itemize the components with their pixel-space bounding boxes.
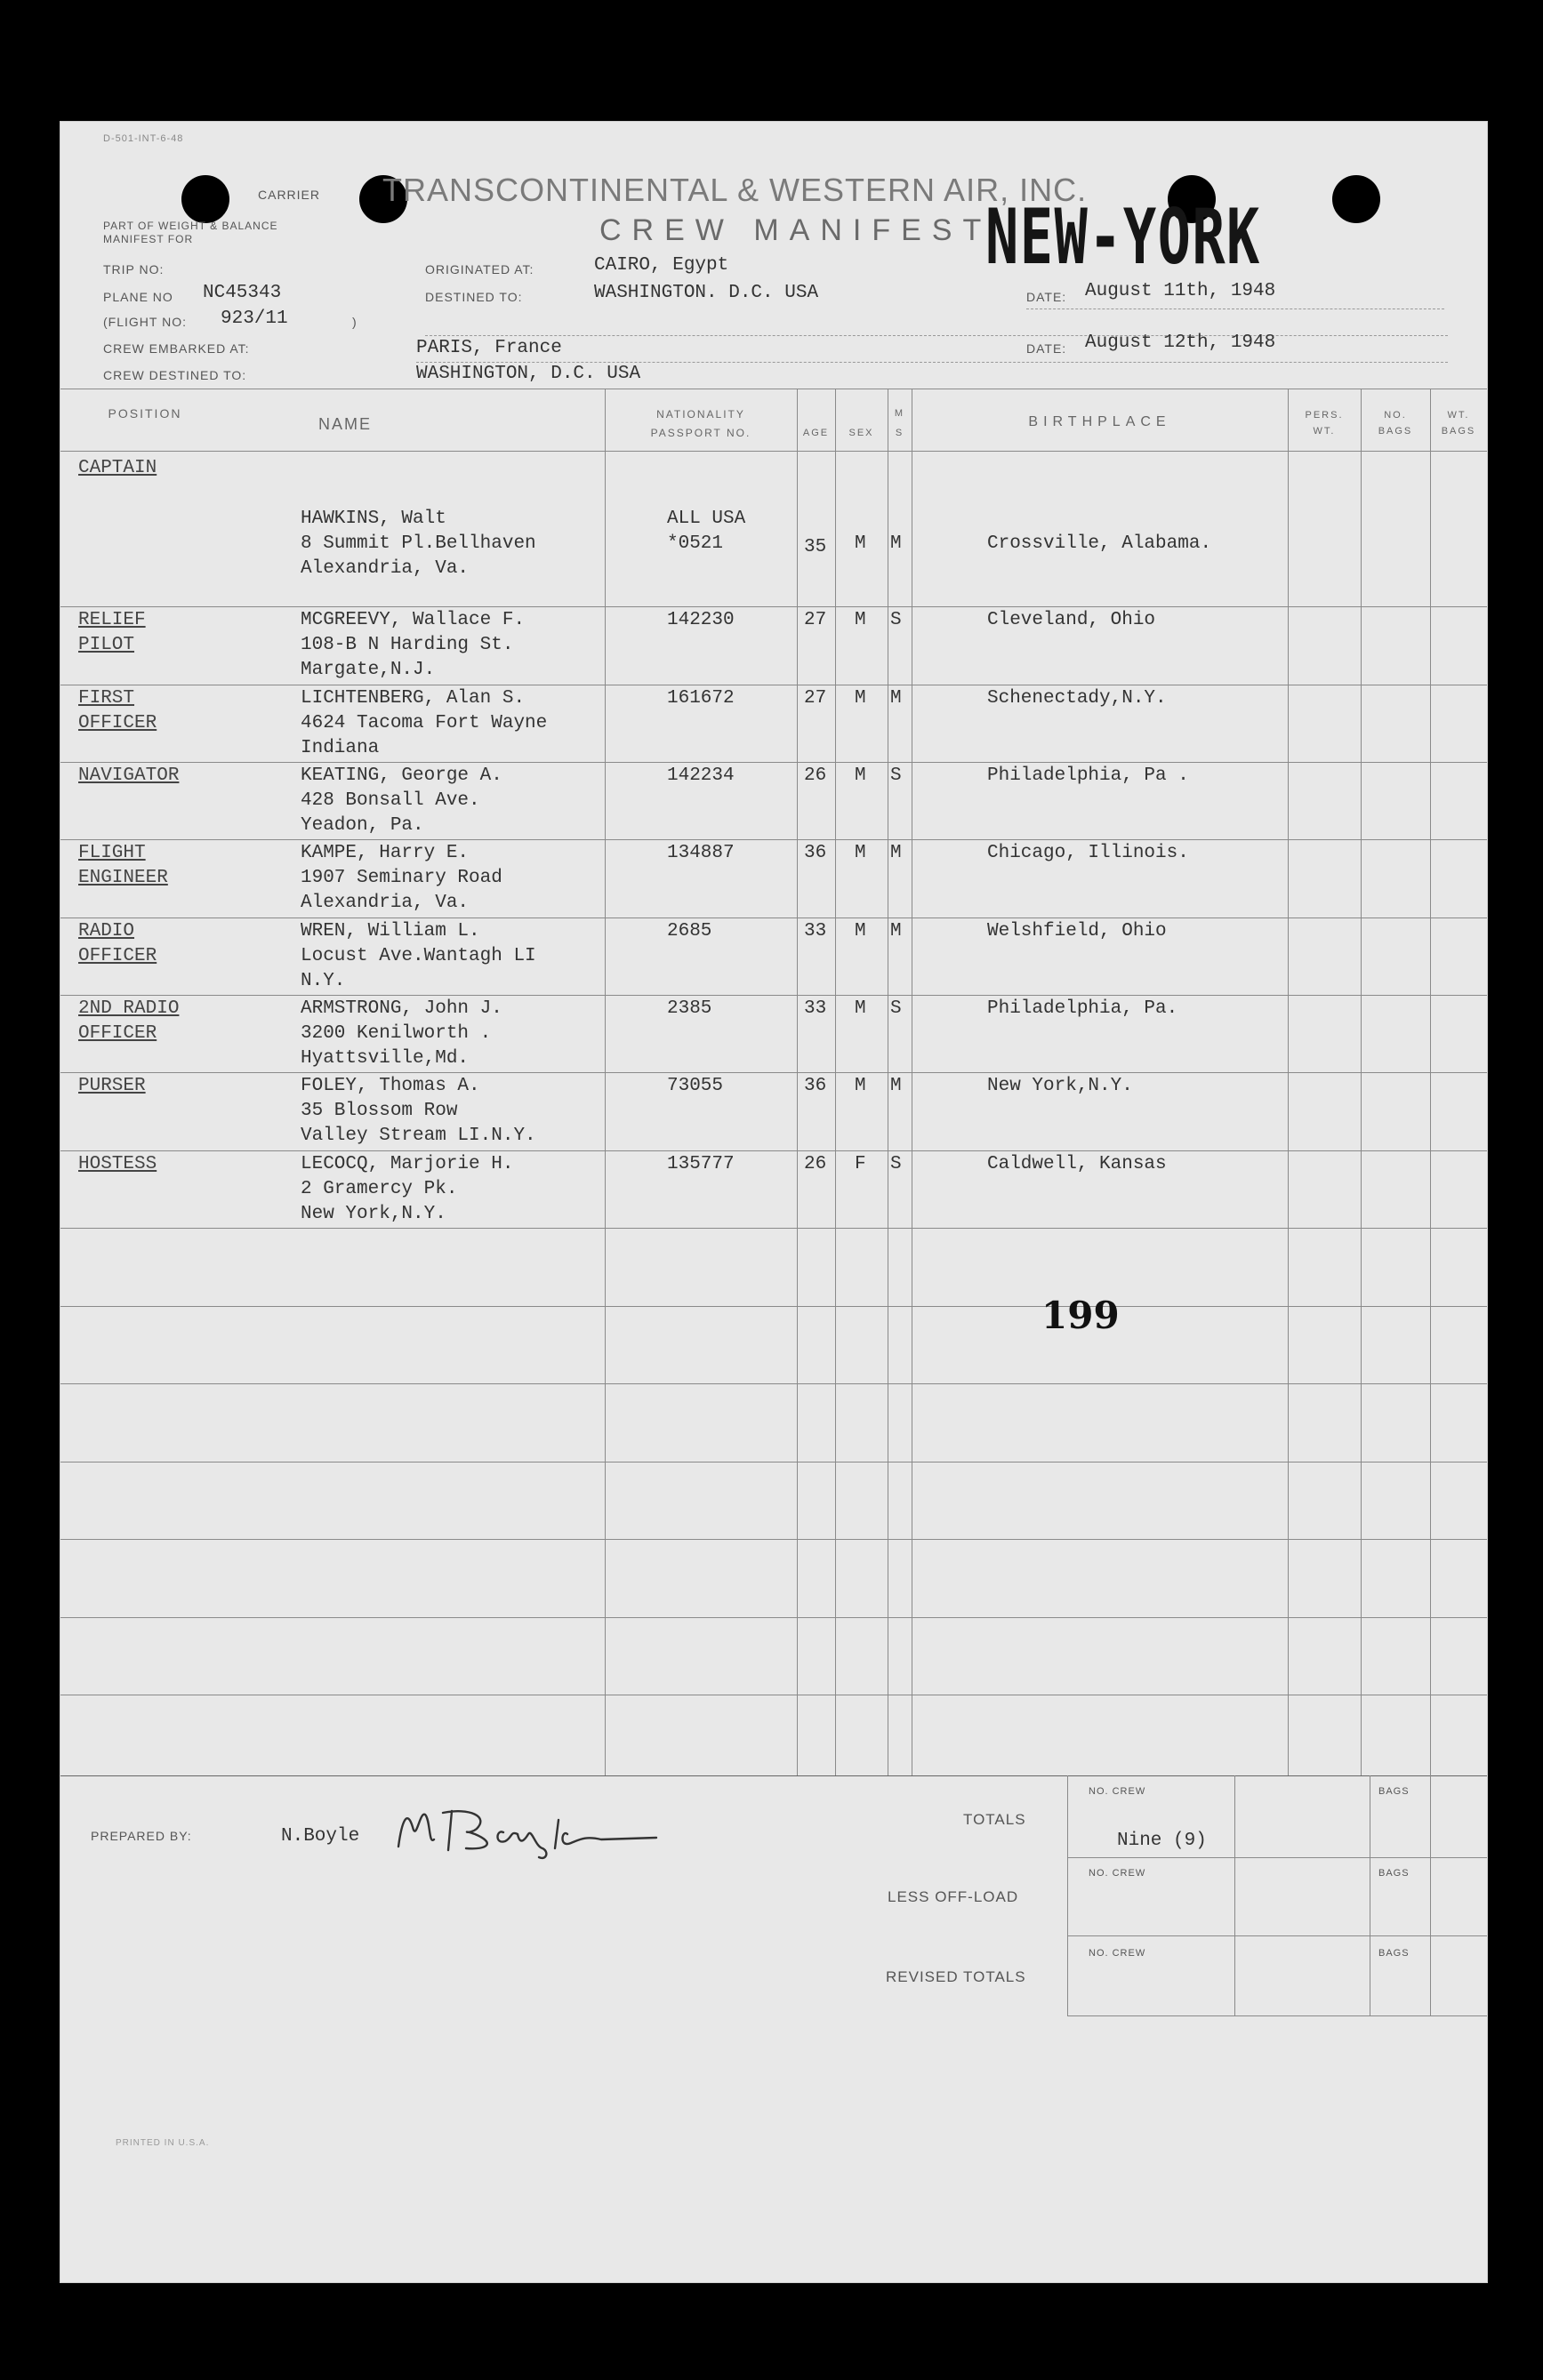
crew-birthplace: Philadelphia, Pa.	[987, 998, 1178, 1019]
crew-address: 1907 Seminary Road	[301, 868, 502, 888]
table-header-bottom	[60, 451, 1487, 452]
crew-ms: M	[890, 688, 902, 709]
flight-no-value: 923/11	[221, 309, 288, 329]
originated-at-value: CAIRO, Egypt	[594, 255, 729, 276]
row-line	[60, 839, 1487, 840]
crew-address: 428 Bonsall Ave.	[301, 790, 480, 811]
destined-to-label: DESTINED TO:	[425, 290, 523, 304]
crew-address: Alexandria, Va.	[301, 893, 470, 913]
crew-birthplace: Schenectady,N.Y.	[987, 688, 1167, 709]
crew-name: HAWKINS, Walt	[301, 509, 446, 529]
crew-address: Locust Ave.Wantagh LI	[301, 946, 536, 966]
revised-totals-label: REVISED TOTALS	[886, 1968, 1026, 1985]
row-line	[60, 1383, 1487, 1384]
crew-name: KEATING, George A.	[301, 765, 502, 786]
crew-age: 26	[804, 765, 827, 786]
crew-passport: 135777	[667, 1154, 735, 1174]
col-header-wt2: WT.	[1447, 410, 1470, 421]
crew-position: OFFICER	[78, 713, 157, 733]
crew-embarked-value: PARIS, France	[416, 338, 562, 358]
col-line	[797, 389, 798, 1775]
col-header-passport: PASSPORT NO.	[650, 427, 751, 439]
col-line	[1361, 389, 1362, 1775]
col-line	[835, 389, 836, 1775]
crew-age: 33	[804, 921, 827, 942]
col-header-sex: SEX	[848, 428, 874, 438]
totals-box-line	[1430, 1775, 1431, 2015]
col-line	[605, 389, 606, 1775]
crew-passport: 2685	[667, 921, 712, 942]
date-label: DATE:	[1026, 290, 1067, 304]
crew-position: ENGINEER	[78, 868, 168, 888]
crew-birthplace: Welshfield, Ohio	[987, 921, 1167, 942]
signature	[390, 1793, 692, 1864]
row-line	[60, 1539, 1487, 1540]
crew-sex: M	[855, 765, 866, 786]
manifest-sheet	[60, 122, 1487, 2282]
carrier-label: CARRIER	[258, 188, 321, 202]
col-line	[1430, 389, 1431, 1775]
crew-destined-value: WASHINGTON, D.C. USA	[416, 364, 641, 384]
no-crew-total: Nine (9)	[1117, 1831, 1207, 1851]
bags-label: BAGS	[1378, 1786, 1410, 1797]
crew-birthplace: Chicago, Illinois.	[987, 843, 1189, 863]
prepared-by-name: N.Boyle	[281, 1826, 360, 1847]
crew-position: FIRST	[78, 688, 135, 709]
page-number: 199	[1041, 1294, 1120, 1337]
plane-no-value: NC45343	[203, 283, 282, 303]
originated-at-label: ORIGINATED AT:	[425, 262, 534, 276]
form-title: CREW MANIFEST	[599, 213, 993, 247]
crew-name: ARMSTRONG, John J.	[301, 998, 502, 1019]
crew-sex: M	[855, 921, 866, 942]
crew-address: Yeadon, Pa.	[301, 815, 424, 836]
crew-sex: F	[855, 1154, 866, 1174]
crew-destined-label: CREW DESTINED TO:	[103, 368, 247, 382]
crew-sex: M	[855, 533, 866, 554]
crew-sex: M	[855, 610, 866, 630]
punch-hole	[181, 175, 229, 223]
crew-position: OFFICER	[78, 946, 157, 966]
crew-address: Margate,N.J.	[301, 660, 436, 680]
crew-name: MCGREEVY, Wallace F.	[301, 610, 526, 630]
col-header-name: NAME	[317, 415, 372, 433]
row-line	[60, 1072, 1487, 1073]
row-line	[60, 1306, 1487, 1307]
destined-to-value: WASHINGTON. D.C. USA	[594, 283, 819, 303]
crew-birthplace: Philadelphia, Pa .	[987, 765, 1189, 786]
printed-in-usa: PRINTED IN U.S.A.	[116, 2138, 210, 2148]
crew-passport: 73055	[667, 1076, 724, 1096]
col-header-bags2: BAGS	[1441, 426, 1476, 437]
crew-age: 27	[804, 688, 827, 709]
row-line	[60, 1617, 1487, 1618]
crew-passport: 142230	[667, 610, 735, 630]
crew-birthplace: Crossville, Alabama.	[987, 533, 1212, 554]
crew-sex: M	[855, 998, 866, 1019]
table-bottom	[60, 1775, 1487, 1776]
flight-no-close: )	[352, 315, 358, 329]
crew-address: N.Y.	[301, 971, 346, 991]
crew-address: 2 Gramercy Pk.	[301, 1179, 458, 1199]
crew-address: 35 Blossom Row	[301, 1101, 458, 1121]
part-of-label: PART OF WEIGHT & BALANCE	[103, 220, 278, 232]
crew-position: 2ND RADIO	[78, 998, 180, 1019]
crew-passport: 161672	[667, 688, 735, 709]
trip-no-label: TRIP NO:	[103, 262, 165, 276]
crew-birthplace: New York,N.Y.	[987, 1076, 1133, 1096]
crew-sex: M	[855, 843, 866, 863]
bags-label-2: BAGS	[1378, 1868, 1410, 1879]
no-crew-label-2: NO. CREW	[1089, 1868, 1146, 1879]
col-header-pers: PERS.	[1305, 410, 1344, 421]
crew-position: PILOT	[78, 635, 135, 655]
less-offload-label: LESS OFF-LOAD	[888, 1888, 1019, 1905]
totals-box-line	[1067, 1775, 1068, 2015]
row-line	[60, 606, 1487, 607]
manifest-for-label: MANIFEST FOR	[103, 233, 194, 245]
row-line	[60, 762, 1487, 763]
flight-no-label: (FLIGHT NO:	[103, 315, 187, 329]
col-header-wt: WT.	[1313, 426, 1336, 437]
crew-ms: M	[890, 1076, 902, 1096]
totals-box-line	[1067, 1857, 1487, 1858]
no-crew-label-3: NO. CREW	[1089, 1948, 1146, 1959]
no-crew-label: NO. CREW	[1089, 1786, 1146, 1797]
crew-passport: *0521	[667, 533, 724, 554]
date-label-2: DATE:	[1026, 341, 1067, 356]
bags-label-3: BAGS	[1378, 1948, 1410, 1959]
crew-nationality: ALL USA	[667, 509, 746, 529]
crew-birthplace: Caldwell, Kansas	[987, 1154, 1167, 1174]
col-header-ms-m: M	[894, 408, 905, 419]
col-line	[1288, 389, 1289, 1775]
crew-address: Indiana	[301, 738, 380, 758]
crew-passport: 134887	[667, 843, 735, 863]
crew-sex: M	[855, 1076, 866, 1096]
crew-name: LICHTENBERG, Alan S.	[301, 688, 526, 709]
crew-ms: S	[890, 1154, 902, 1174]
crew-ms: M	[890, 921, 902, 942]
crew-name: WREN, William L.	[301, 921, 480, 942]
crew-ms: S	[890, 610, 902, 630]
crew-age: 27	[804, 610, 827, 630]
crew-age: 36	[804, 843, 827, 863]
col-header-position: POSITION	[108, 406, 182, 421]
col-header-age: AGE	[802, 428, 830, 438]
crew-position: FLIGHT	[78, 843, 146, 863]
col-header-ms-s: S	[895, 428, 904, 438]
crew-age: 33	[804, 998, 827, 1019]
crew-position: OFFICER	[78, 1023, 157, 1044]
crew-address: Hyattsville,Md.	[301, 1048, 470, 1069]
totals-box-line	[1067, 1935, 1487, 1936]
plane-no-label: PLANE NO	[103, 290, 173, 304]
crew-position: NAVIGATOR	[78, 765, 180, 786]
row-line	[60, 995, 1487, 996]
crew-ms: S	[890, 998, 902, 1019]
crew-position: PURSER	[78, 1076, 146, 1096]
form-code: D-501-INT-6-48	[103, 133, 184, 144]
crew-age: 36	[804, 1076, 827, 1096]
crew-address: 3200 Kenilworth .	[301, 1023, 492, 1044]
totals-box-line	[1234, 1775, 1235, 2015]
header-divider	[416, 362, 1448, 363]
crew-address: New York,N.Y.	[301, 1204, 446, 1224]
row-line	[60, 1150, 1487, 1151]
crew-passport: 142234	[667, 765, 735, 786]
col-header-bags: BAGS	[1378, 426, 1413, 437]
col-header-birthplace: BIRTHPLACE	[1028, 414, 1171, 429]
crew-address: Valley Stream LI.N.Y.	[301, 1126, 536, 1146]
crew-birthplace: Cleveland, Ohio	[987, 610, 1156, 630]
row-line	[60, 1228, 1487, 1229]
col-header-nationality: NATIONALITY	[656, 408, 745, 421]
prepared-by-label: PREPARED BY:	[91, 1829, 192, 1843]
date-value-2: August 12th, 1948	[1085, 333, 1276, 353]
crew-name: FOLEY, Thomas A.	[301, 1076, 480, 1096]
crew-ms: S	[890, 765, 902, 786]
crew-address: 8 Summit Pl.Bellhaven	[301, 533, 536, 554]
crew-age: 26	[804, 1154, 827, 1174]
punch-hole	[1332, 175, 1380, 223]
crew-embarked-label: CREW EMBARKED AT:	[103, 341, 250, 356]
date-value: August 11th, 1948	[1085, 281, 1276, 301]
crew-position: CAPTAIN	[78, 458, 157, 478]
crew-address: Alexandria, Va.	[301, 558, 470, 579]
col-header-no: NO.	[1384, 410, 1407, 421]
city-stamp: NEW-YORK	[985, 193, 1261, 282]
header-divider	[425, 335, 1448, 336]
crew-ms: M	[890, 843, 902, 863]
crew-sex: M	[855, 688, 866, 709]
crew-age: 35	[804, 537, 827, 557]
crew-position: RADIO	[78, 921, 135, 942]
crew-address: 4624 Tacoma Fort Wayne	[301, 713, 548, 733]
crew-address: 108-B N Harding St.	[301, 635, 514, 655]
crew-name: KAMPE, Harry E.	[301, 843, 470, 863]
totals-box-line	[1067, 2015, 1487, 2016]
crew-name: LECOCQ, Marjorie H.	[301, 1154, 514, 1174]
crew-ms: M	[890, 533, 902, 554]
crew-position: HOSTESS	[78, 1154, 157, 1174]
carrier-name: TRANSCONTINENTAL & WESTERN AIR, INC.	[382, 172, 1088, 208]
crew-position: RELIEF	[78, 610, 146, 630]
crew-passport: 2385	[667, 998, 712, 1019]
totals-label: TOTALS	[963, 1811, 1026, 1828]
